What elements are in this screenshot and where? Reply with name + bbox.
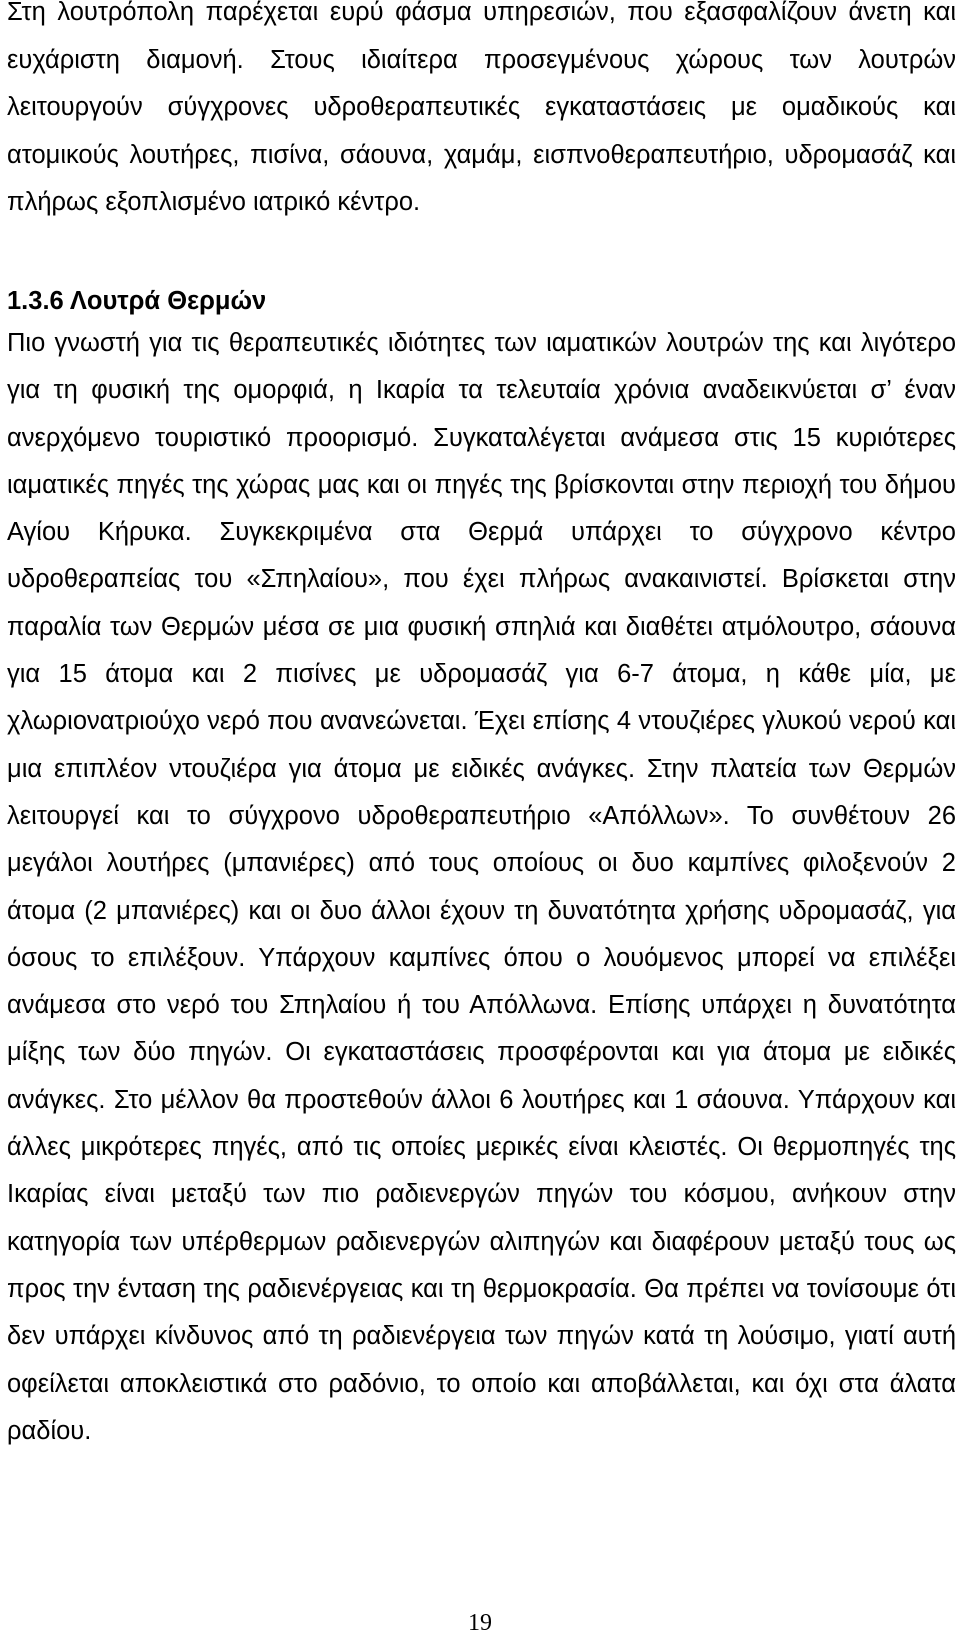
- page-number: 19: [468, 1610, 492, 1636]
- section-heading: 1.3.6 Λουτρά Θερμών: [7, 287, 267, 315]
- intro-paragraph: Στη λουτρόπολη παρέχεται ευρύ φάσμα υπηρεσιών, που εξασφαλίζουν άνετη και ευχάριστη διαμονή. Στους ιδιαίτερα προσεγμένους χώρους των λουτρών λειτουργούν σύγχρονες υδροθεραπευτικές εγκαταστάσεις με ομαδικούς και ατομικούς λουτήρες, πισίνα, σάουνα, χαμάμ, εισπνοθεραπευτήριο, υδρομασάζ και πλήρως εξοπλισμένο ιατρικό κέντρο.: [7, 0, 956, 216]
- body-paragraph: Πιο γνωστή για τις θεραπευτικές ιδιότητες των ιαματικών λουτρών της και λιγότερο για τη φυσική της ομορφιά, η Ικαρία τα τελευταία χρόνια αναδεικνύεται σ’ έναν ανερχόμενο τουριστικό προορισμό. Συγκαταλέγεται ανάμεσα στις 15 κυριότερες ιαματικές πηγές της χώρας μας και οι πηγές της βρίσκονται στην περιοχή του δήμου Αγίου Κήρυκα. Συγκεκριμένα στα Θερμά υπάρχει το σύγχρονο κέντρο υδροθεραπείας του «Σπηλαίου», που έχει πλήρως ανακαινιστεί. Βρίσκεται στην παραλία των Θερμών μέσα σε μια φυσική σπηλιά και διαθέτει ατμόλουτρο, σάουνα για 15 άτομα και 2 πισίνες με υδρομασάζ για 6-7 άτομα, η κάθε μία, με χλωριονατριούχο νερό που ανανεώνεται. Έχει επίσης 4 ντουζιέρες γλυκού νερού και μια επιπλέον ντουζιέρα για άτομα με ειδικές ανάγκες. Στην πλατεία των Θερμών λειτουργεί και το σύγχρονο υδροθεραπευτήριο «Απόλλων». Το συνθέτουν 26 μεγάλοι λουτήρες (μπανιέρες) από τους οποίους οι δυο καμπίνες φιλοξενούν 2 άτομα (2 μπανιέρες) και οι δυο άλλοι έχουν τη δυνατότητα χρήσης υδρομασάζ, για όσους το επιλέξουν. Υπάρχουν καμπίνες όπου ο λουόμενος μπορεί να επιλέξει ανάμεσα στο νερό του Σπηλαίου ή του Απόλλωνα. Επίσης υπάρχει η δυνατότητα μίξης των δύο πηγών. Οι εγκαταστάσεις προσφέρονται και για άτομα με ειδικές ανάγκες. Στο μέλλον θα προστεθούν άλλοι 6 λουτήρες και 1 σάουνα. Υπάρχουν και άλλες μικρότερες πηγές, από τις οποίες μερικές είναι κλειστές. Οι θερμοπηγές της Ικαρίας είναι μεταξύ των πιο ραδιενεργών πηγών του κόσμου, ανήκουν στην κατηγορία των υπέρθερμων ραδιενεργών αλιπηγών και διαφέρουν μεταξύ τους ως προς την ένταση της ραδιενέργειας και τη θερμοκρασία. Θα πρέπει να τονίσουμε ότι δεν υπάρχει κίνδυνος από τη ραδιενέργεια των πηγών κατά τη λούσιμο, γιατί αυτή οφείλεται αποκλειστικά στο ραδόνιο, το οποίο και αποβάλλεται, και όχι στα άλατα ραδίου.: [7, 329, 956, 1445]
